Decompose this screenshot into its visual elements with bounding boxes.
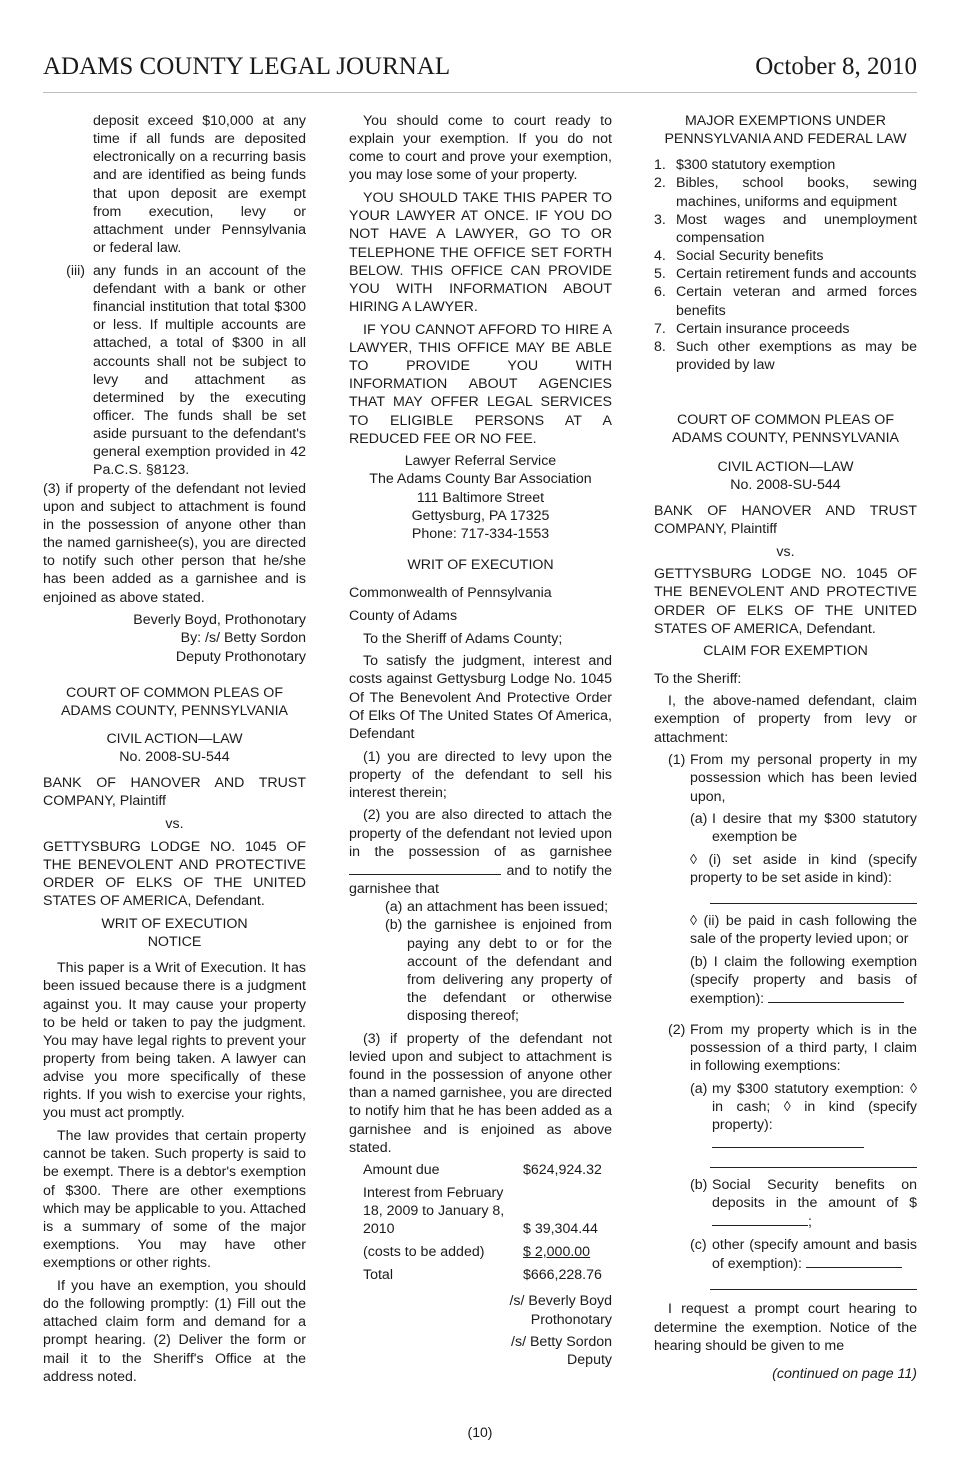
- amount-due-label: Amount due: [363, 1162, 440, 1179]
- claim-item-2-label: (2): [668, 1021, 686, 1038]
- signature-boyd: /s/ Beverly Boyd: [509, 1293, 612, 1310]
- exemption-item-iii-number: (iii): [66, 262, 85, 279]
- exemption-basis-blank: [768, 989, 904, 1003]
- list-item: [654, 338, 917, 374]
- claim-option-cash: ◊ (ii) be paid in cash following the sale of the property levied upon; or: [690, 913, 917, 948]
- claim-item-1b-label: (b): [690, 954, 708, 971]
- list-item-number: 5.: [654, 266, 666, 283]
- in-kind-property-blank: [712, 1134, 864, 1148]
- case-number: No. 2008-SU-544: [119, 749, 230, 766]
- claim-item-1-text: From my personal property in my possession which has been levied upon,: [690, 752, 917, 805]
- phone-number: Phone: 717-334-1553: [411, 525, 550, 542]
- commonwealth-line: Commonwealth of Pennsylvania: [349, 585, 552, 602]
- column-left: [43, 112, 306, 1390]
- claim-intro: I, the above-named defendant, claim exemption of property from levy or attachment:: [654, 693, 917, 746]
- amount-blank: [712, 1212, 808, 1226]
- lawyer-paragraph: YOU SHOULD TAKE THIS PAPER TO YOUR LAWYER AT ONCE. IF YOU DO NOT HAVE A LAWYER, GO TO OR TELEPHONE THE OFFICE SET FORTH BELOW. THIS OFFICE CAN PROVIDE YOU WITH INFORMATION ABOUT HIRING A LAWYER.: [349, 190, 612, 316]
- hearing-request-paragraph: I request a prompt court hearing to determine the exemption. Notice of the hearing should be given to me: [654, 1301, 917, 1354]
- writ-item-2b: [349, 916, 612, 1025]
- column-middle: [349, 112, 612, 1374]
- claim-item-1-label: (1): [668, 752, 686, 769]
- garnishee-blank: [349, 861, 501, 875]
- exemption-continued-text: deposit exceed $10,000 at any time if all funds are deposited electronically on a recurring basis and are identified as being funds that upon deposit are exempt from execution, levy or attachment under Pennsylvania or federal law.: [93, 113, 306, 257]
- civil-action-heading: CIVIL ACTION—LAW: [717, 458, 854, 475]
- signature-sordon: /s/ Betty Sordon: [511, 1334, 612, 1351]
- writ-item-2-text: (2) you are also directed to attach the property of the defendant not levied upon in the possession of as garnishee: [349, 807, 612, 860]
- list-item-number: 4.: [654, 248, 666, 265]
- writ-heading: WRIT OF EXECUTION: [101, 915, 248, 932]
- interest-label: Interest from February 18, 2009 to January 8, 2010: [363, 1185, 505, 1238]
- list-item: [654, 265, 917, 283]
- list-item-number: 8.: [654, 338, 666, 355]
- exemption-item-iii: [43, 262, 306, 480]
- list-item-number: 6.: [654, 284, 666, 301]
- claim-item-2b-text: Social Security benefits on deposits in the amount of $: [712, 1177, 917, 1212]
- claim-item-1b-text: I claim the following exemption (specify property and basis of exemption):: [690, 954, 917, 1008]
- claim-item-2c-label: (c): [690, 1237, 707, 1254]
- writ-item-2-text-end: and to notify the garnishee that: [349, 862, 612, 898]
- claim-item-1: [654, 751, 917, 805]
- list-item-text: Most wages and unemployment compensation: [676, 211, 917, 246]
- writ-item-2b-text: the garnishee is enjoined from paying any debt to or for the account of the defendant and from delivering any property of the defendant or otherwise disposing thereof;: [407, 917, 612, 1025]
- list-item-number: 7.: [654, 320, 666, 337]
- major-exemptions-heading-1: MAJOR EXEMPTIONS UNDER: [684, 113, 886, 129]
- list-item-number: 2.: [654, 175, 666, 192]
- costs-label: (costs to be added): [363, 1244, 485, 1261]
- signature-sordon-title: Deputy: [567, 1352, 612, 1369]
- amount-due-value: $624,924.32: [523, 1162, 602, 1179]
- total-label: Total: [363, 1266, 393, 1283]
- list-item-text: $300 statutory exemption: [676, 157, 836, 174]
- defendant-name: GETTYSBURG LODGE NO. 1045 OF THE BENEVOLENT AND PROTECTIVE ORDER OF ELKS OF THE UNITED STATES OF AMERICA, Defendant.: [43, 838, 306, 910]
- sheriff-address-line: To the Sheriff of Adams County;: [363, 630, 563, 647]
- list-item-text: Certain insurance proceeds: [676, 320, 850, 337]
- list-item: [654, 283, 917, 319]
- list-item: [654, 156, 917, 174]
- county-line: County of Adams: [349, 607, 458, 624]
- other-exemption-blank-2: [710, 1275, 917, 1290]
- claim-item-2b: [654, 1176, 917, 1231]
- exemptions-list: [654, 156, 917, 374]
- list-item-text: Such other exemptions as may be provided by law: [676, 338, 917, 374]
- continued-note: (continued on page 11): [772, 1365, 917, 1382]
- claim-item-2b-label: (b): [690, 1177, 708, 1194]
- spacer: [654, 374, 917, 411]
- claim-item-1a-label: (a): [690, 811, 708, 828]
- notice-paragraph-3: If you have an exemption, you should do the following promptly: (1) Fill out the attached claim form and demand for a prompt hearing. (2) Deliver the form or mail it to the Sheriff's Office at the address noted.: [43, 1277, 306, 1385]
- writ-heading: WRIT OF EXECUTION: [407, 557, 554, 574]
- city-state-zip: Gettysburg, PA 17325: [411, 507, 550, 524]
- court-ready-paragraph: You should come to court ready to explain your exemption. If you do not come to court and prove your exemption, you may lose some of your property.: [349, 113, 612, 184]
- signature-boyd-title: Prothonotary: [530, 1311, 612, 1328]
- list-item: [654, 174, 917, 210]
- journal-header: [43, 52, 917, 93]
- to-sheriff-line: To the Sheriff:: [654, 670, 742, 687]
- prothonotary-signature-title: Deputy Prothonotary: [175, 648, 306, 665]
- exemption-item-iii-text: any funds in an account of the defendant with a bank or other financial institution that total $300 or less. If multiple accounts are attached, a total of $300 in all accounts shall not be subject to levy and attachment as determined by the executing officer. The funds shall be set aside pursuant to the defendant's general exemption provided in 42 Pa.C.S. §8123.: [93, 262, 306, 479]
- claim-item-1b-content: [690, 953, 917, 1008]
- writ-item-3: (3) if property of the defendant not levied upon and subject to attachment is found in the possession of anyone other than a named garnishee, you are directed to notify him that he has been added as a garnishee and is enjoined as above stated.: [349, 1030, 612, 1156]
- list-item-text: Social Security benefits: [676, 248, 824, 265]
- claim-item-2a-text: my $300 statutory exemption: ◊ in cash; ◊ in kind (specify property):: [712, 1080, 917, 1133]
- list-item-text: Certain retirement funds and accounts: [676, 266, 917, 283]
- claim-item-1a-text: I desire that my $300 statutory exemption be: [712, 811, 917, 846]
- claim-option-in-kind: ◊ (i) set aside in kind (specify property to be set aside in kind):: [690, 851, 917, 887]
- writ-item-2a-label: (a): [385, 899, 403, 916]
- major-exemptions-heading-2: PENNSYLVANIA AND FEDERAL LAW: [664, 131, 907, 148]
- in-kind-property-blank-2: [710, 1153, 917, 1168]
- in-kind-blank: [710, 889, 917, 904]
- column-right: [654, 112, 917, 1388]
- amount-row-interest: [349, 1184, 612, 1243]
- claim-item-2-text: From my property which is in the possession of a third party, I claim in following exemptions:: [690, 1021, 917, 1074]
- writ-item-2: [349, 806, 612, 898]
- notice-paragraph-2: The law provides that certain property cannot be taken. Such property is said to be exempt. There is a debtor's exemption of $300. There are other exemptions which may be applicable to you. Attached is a summary of some of the major exemptions. You may have other exemptions or other rights.: [43, 1128, 306, 1272]
- spacer: [43, 666, 306, 684]
- claim-item-2b-content: [712, 1176, 917, 1231]
- page-number: (10): [467, 1424, 493, 1440]
- claim-item-2a-label: (a): [690, 1080, 708, 1097]
- afford-lawyer-paragraph: IF YOU CANNOT AFFORD TO HIRE A LAWYER, THIS OFFICE MAY BE ABLE TO PROVIDE YOU WITH INFORMATION ABOUT AGENCIES THAT MAY OFFER LEGAL SERVICES TO ELIGIBLE PERSONS AT A REDUCED FEE OR NO FEE.: [349, 321, 612, 447]
- writ-item-2a-text: an attachment has been issued;: [407, 899, 609, 916]
- claim-item-2a: [654, 1080, 917, 1154]
- writ-item-1: (1) you are directed to levy upon the property of the defendant to sell his interest therein;: [349, 748, 612, 801]
- claim-item-1a: [654, 810, 917, 846]
- plaintiff-name: BANK OF HANOVER AND TRUST COMPANY, Plaintiff: [654, 502, 917, 537]
- interest-value: $ 39,304.44: [523, 1221, 598, 1238]
- list-item-number: 1.: [654, 157, 666, 174]
- case-number: No. 2008-SU-544: [730, 476, 841, 493]
- satisfy-judgment-paragraph: To satisfy the judgment, interest and costs against Gettysburg Lodge No. 1045 Of The Benevolent And Protective Order Of Elks Of The United States Of America, Defendant: [349, 653, 612, 742]
- claim-heading: CLAIM FOR EXEMPTION: [703, 643, 868, 660]
- prothonotary-signature-by: By: /s/ Betty Sordon: [180, 630, 306, 647]
- list-item-number: 3.: [654, 211, 666, 228]
- list-item-text: Bibles, school books, sewing machines, uniforms and equipment: [676, 175, 917, 210]
- amount-row-total: [349, 1266, 612, 1289]
- plaintiff-name: BANK OF HANOVER AND TRUST COMPANY, Plaintiff: [43, 775, 306, 810]
- amount-row-due: [349, 1161, 612, 1184]
- versus: vs.: [776, 543, 795, 560]
- claim-item-2: [654, 1021, 917, 1075]
- court-heading-line-2: ADAMS COUNTY, PENNSYLVANIA: [671, 430, 900, 447]
- claim-item-2c-text: other (specify amount and basis of exemption):: [712, 1237, 917, 1273]
- claim-item-2b-end: ;: [808, 1214, 812, 1231]
- garnishee-notice-item-3: (3) if property of the defendant not levied upon and subject to attachment is found in the possession of anyone other than the named garnishee(s), you are directed to notify such other person that he/she has been added as a garnishee and is enjoined as above stated.: [43, 480, 306, 606]
- list-item: [654, 247, 917, 265]
- list-item: [654, 320, 917, 338]
- costs-value: $ 2,000.00: [523, 1244, 591, 1261]
- claim-item-1b: [654, 953, 917, 1008]
- court-heading-line-1: COURT OF COMMON PLEAS OF: [676, 412, 895, 429]
- amount-table: [349, 1161, 612, 1288]
- writ-item-2b-label: (b): [385, 917, 403, 934]
- street-address: 111 Baltimore Street: [416, 489, 545, 506]
- total-value: $666,228.76: [523, 1266, 602, 1283]
- court-heading-line-1: COURT OF COMMON PLEAS OF: [65, 684, 284, 701]
- claim-item-2c: [654, 1236, 917, 1273]
- civil-action-heading: CIVIL ACTION—LAW: [106, 731, 243, 747]
- bar-association-name: The Adams County Bar Association: [369, 471, 592, 488]
- notice-heading: NOTICE: [147, 934, 202, 951]
- notice-paragraph-1: This paper is a Writ of Execution. It has been issued because there is a judgment against you. It may cause your property to be held or taken to pay the judgment. You may have legal rights to prevent your property from being taken. A lawyer can advise you more specifically of these rights. If you wish to exercise your rights, you must act promptly.: [43, 960, 306, 1122]
- writ-item-2a: [349, 898, 612, 916]
- issue-date: October 8, 2010: [755, 53, 917, 80]
- journal-title: ADAMS COUNTY LEGAL JOURNAL: [43, 53, 451, 80]
- referral-service-name: Lawyer Referral Service: [404, 453, 557, 470]
- prothonotary-signature-name: Beverly Boyd, Prothonotary: [133, 612, 306, 629]
- list-item-text: Certain veteran and armed forces benefits: [676, 284, 917, 319]
- claim-item-2c-content: [712, 1236, 917, 1273]
- claim-item-2a-content: [712, 1080, 917, 1154]
- versus: vs.: [165, 816, 184, 833]
- list-item: [654, 211, 917, 247]
- court-heading-line-2: ADAMS COUNTY, PENNSYLVANIA: [60, 702, 289, 719]
- defendant-name: GETTYSBURG LODGE NO. 1045 OF THE BENEVOLENT AND PROTECTIVE ORDER OF ELKS OF THE UNITED STATES OF AMERICA, Defendant.: [654, 566, 917, 637]
- amount-row-costs: [349, 1243, 612, 1266]
- other-exemption-blank: [806, 1254, 902, 1268]
